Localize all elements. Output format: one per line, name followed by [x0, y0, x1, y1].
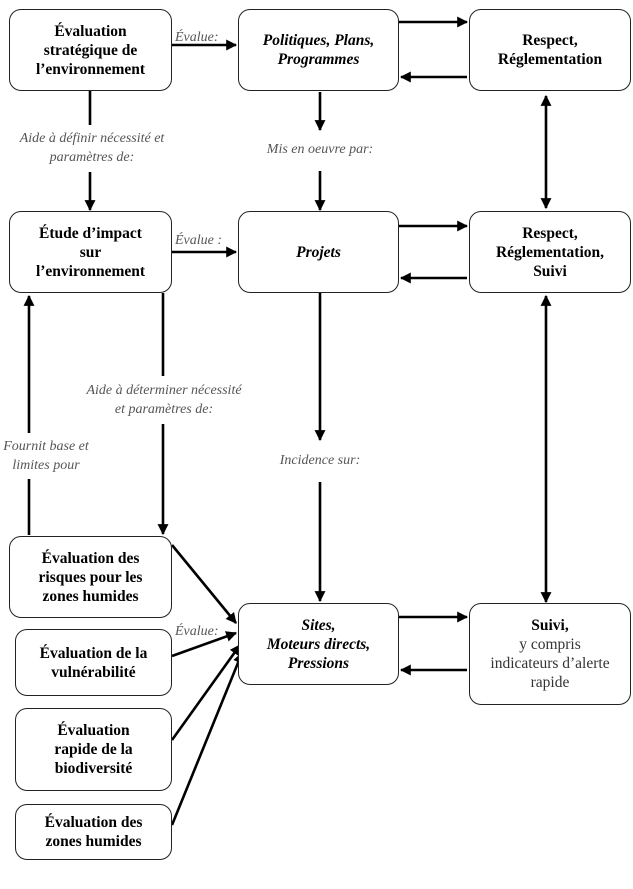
- box-evaluation-biodiversite: [15, 708, 172, 791]
- label-mis-en-oeuvre: Mis en oeuvre par:: [266, 142, 374, 157]
- box-evaluation-strategique: [9, 9, 172, 91]
- box-suivi-body: y compris indicateurs d’alerte rapide: [490, 636, 610, 691]
- label-evalue-3: Évalue:: [175, 624, 219, 639]
- box-respect-reglementation: [469, 9, 631, 91]
- label-fournit-base: Fournit base et limites pour: [3, 439, 89, 473]
- box-sites-text: Sites, Moteurs directs, Pressions: [266, 616, 371, 672]
- arrow-risques-to-sites: [172, 545, 236, 623]
- box-respect-reglementation-text: Respect, Réglementation: [497, 32, 603, 68]
- box-evaluation-vulnerabilite: [15, 629, 172, 696]
- arrow-zones-to-sites: [172, 653, 242, 825]
- label-aide-determiner: Aide à déterminer nécessité et paramètres de:: [86, 383, 242, 417]
- label-evalue-1: Évalue:: [175, 30, 219, 45]
- box-suivi: [469, 603, 631, 705]
- box-evaluation-strategique-text: Évaluation stratégique de l’environnement: [35, 22, 146, 78]
- box-evaluation-risques-text: Évaluation des risques pour les zones humides: [38, 549, 143, 605]
- label-aide-definir: Aide à définir nécessité et paramètres de:: [19, 131, 165, 165]
- label-evalue-2: Évalue :: [175, 233, 223, 248]
- box-politiques-plans-programmes: [238, 9, 399, 91]
- box-respect-reglementation-suivi: [469, 211, 631, 293]
- box-evaluation-vulnerabilite-text: Évaluation de la vulnérabilité: [39, 644, 148, 681]
- box-etude-impact: [9, 211, 172, 293]
- arrow-biodiversite-to-sites: [172, 645, 240, 740]
- label-incidence-sur: Incidence sur:: [279, 453, 361, 468]
- box-suivi-title: Suivi,: [531, 617, 569, 634]
- box-evaluation-zones-humides: [15, 804, 172, 860]
- box-projets: [238, 211, 399, 293]
- box-evaluation-risques: [9, 536, 172, 618]
- box-ppp-text: Politiques, Plans, Programmes: [262, 32, 375, 68]
- box-projets-text: Projets: [296, 243, 341, 261]
- box-respect-reglementation-suivi-text: Respect, Réglementation, Suivi: [495, 224, 605, 280]
- box-sites-moteurs-pressions: [238, 603, 399, 685]
- box-evaluation-biodiversite-text: Évaluation rapide de la biodiversité: [54, 722, 133, 777]
- box-evaluation-zones-humides-text: Évaluation des zones humides: [44, 814, 143, 850]
- box-etude-impact-text: Étude d’impact sur l’environnement: [35, 224, 146, 280]
